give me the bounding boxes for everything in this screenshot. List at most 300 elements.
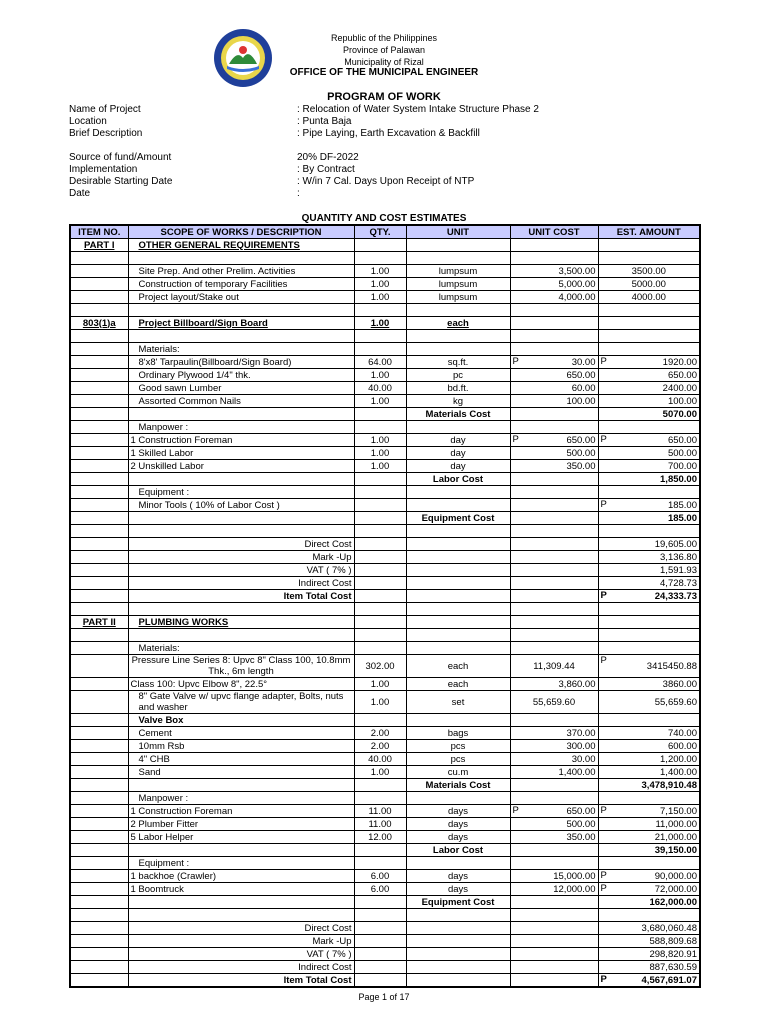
table-row <box>70 382 700 395</box>
amount-cell <box>598 935 700 948</box>
table-row <box>70 538 700 551</box>
unit-cost-cell <box>510 304 598 317</box>
table-row <box>70 356 700 369</box>
qty-cell <box>354 896 406 909</box>
table-row <box>70 577 700 590</box>
qty-cell: 1.00 <box>354 691 406 714</box>
amount-cell <box>598 629 700 642</box>
amount-cell <box>598 356 700 369</box>
table-row <box>70 564 700 577</box>
description-cell: Indirect Cost <box>128 577 354 590</box>
amount-value: 650.00 <box>667 369 697 381</box>
unit-cost-value: 350.00 <box>566 460 596 472</box>
item-no-cell <box>70 590 128 603</box>
amount-cell <box>598 948 700 961</box>
table-row <box>70 779 700 792</box>
description-cell: Direct Cost <box>128 922 354 935</box>
unit-cell: pcs <box>406 753 510 766</box>
amount-cell <box>598 870 700 883</box>
description-cell: Item Total Cost <box>128 590 354 603</box>
qty-cell <box>354 857 406 870</box>
description-cell: Minor Tools ( 10% of Labor Cost ) <box>128 499 354 512</box>
unit-cost-value: 55,659.60 <box>532 696 576 708</box>
item-no-cell <box>70 678 128 691</box>
amount-cell <box>598 714 700 727</box>
table-row <box>70 616 700 629</box>
municipality-line: Municipality of Rizal <box>344 57 424 67</box>
unit-cell <box>406 922 510 935</box>
description-cell: Mark -Up <box>128 551 354 564</box>
unit-cell <box>406 616 510 629</box>
unit-cell: days <box>406 818 510 831</box>
amount-cell <box>598 642 700 655</box>
unit-cost-cell <box>510 525 598 538</box>
table-row <box>70 844 700 857</box>
qty-cell <box>354 486 406 499</box>
description-cell: Equipment : <box>128 486 354 499</box>
amount-value: 588,809.68 <box>649 935 697 947</box>
table-row <box>70 603 700 616</box>
info-value: : By Contract <box>297 164 355 175</box>
description-cell <box>128 844 354 857</box>
info-row <box>69 128 539 140</box>
unit-cost-cell <box>510 434 598 447</box>
unit-cost-cell <box>510 239 598 252</box>
section-title: QUANTITY AND COST ESTIMATES <box>301 213 467 224</box>
info-row <box>69 188 539 200</box>
unit-cost-cell <box>510 278 598 291</box>
unit-cell <box>406 486 510 499</box>
info-row <box>69 164 539 176</box>
unit-cost-cell <box>510 473 598 486</box>
item-no-cell <box>70 896 128 909</box>
qty-cell <box>354 473 406 486</box>
amount-cell <box>598 753 700 766</box>
qty-cell: 1.00 <box>354 278 406 291</box>
item-no-cell: PART I <box>70 239 128 252</box>
unit-cost-cell <box>510 551 598 564</box>
unit-cell <box>406 330 510 343</box>
description-cell: 4" CHB <box>128 753 354 766</box>
table-row <box>70 525 700 538</box>
peso-sign: P <box>512 805 519 816</box>
description-cell: 10mm Rsb <box>128 740 354 753</box>
info-row <box>69 104 539 116</box>
item-no-cell <box>70 421 128 434</box>
qty-cell: 2.00 <box>354 727 406 740</box>
unit-cost-cell <box>510 727 598 740</box>
qty-cell <box>354 603 406 616</box>
amount-value: 39,150.00 <box>654 844 697 856</box>
table-row <box>70 753 700 766</box>
item-no-cell <box>70 805 128 818</box>
unit-cell <box>406 343 510 356</box>
project-info <box>69 104 539 200</box>
unit-cost-cell <box>510 512 598 525</box>
table-row <box>70 727 700 740</box>
amount-value: 5000.00 <box>631 278 666 290</box>
unit-cell: Materials Cost <box>406 408 510 421</box>
table-row <box>70 499 700 512</box>
amount-value: 700.00 <box>667 460 697 472</box>
amount-cell <box>598 857 700 870</box>
amount-cell <box>598 447 700 460</box>
peso-sign: P <box>600 883 607 894</box>
table-row <box>70 590 700 603</box>
unit-cost-cell <box>510 252 598 265</box>
amount-cell <box>598 291 700 304</box>
table-row <box>70 369 700 382</box>
unit-cell: each <box>406 655 510 678</box>
qty-cell: 11.00 <box>354 805 406 818</box>
unit-cell <box>406 564 510 577</box>
description-cell <box>128 909 354 922</box>
unit-cost-value: 350.00 <box>566 831 596 843</box>
table-row <box>70 447 700 460</box>
description-cell <box>128 603 354 616</box>
amount-cell <box>598 239 700 252</box>
unit-cell: lumpsum <box>406 278 510 291</box>
unit-cell <box>406 304 510 317</box>
unit-cell <box>406 629 510 642</box>
description-cell: Class 100: Upvc Elbow 8", 22.5° <box>128 678 354 691</box>
unit-cost-cell <box>510 447 598 460</box>
table-row <box>70 239 700 252</box>
info-row <box>69 176 539 188</box>
unit-cell <box>406 603 510 616</box>
description-cell: Direct Cost <box>128 538 354 551</box>
unit-cost-cell <box>510 330 598 343</box>
qty-cell <box>354 948 406 961</box>
cost-estimate-table <box>69 224 701 988</box>
table-row <box>70 395 700 408</box>
info-value: : Pipe Laying, Earth Excavation & Backfill <box>297 128 480 139</box>
table-row <box>70 909 700 922</box>
unit-cell: day <box>406 434 510 447</box>
qty-cell <box>354 538 406 551</box>
qty-cell: 40.00 <box>354 382 406 395</box>
peso-sign: P <box>512 434 519 445</box>
table-row <box>70 252 700 265</box>
amount-value: 650.00 <box>667 434 697 446</box>
amount-value: 19,605.00 <box>654 538 697 550</box>
description-cell: Manpower : <box>128 421 354 434</box>
item-no-cell <box>70 278 128 291</box>
amount-cell <box>598 844 700 857</box>
table-row <box>70 857 700 870</box>
unit-cell <box>406 857 510 870</box>
table-row <box>70 831 700 844</box>
unit-cell <box>406 590 510 603</box>
amount-value: 3,478,910.48 <box>641 779 697 791</box>
description-cell: 1 Construction Foreman <box>128 805 354 818</box>
table-row <box>70 421 700 434</box>
qty-cell <box>354 512 406 525</box>
item-no-cell <box>70 252 128 265</box>
item-no-cell <box>70 961 128 974</box>
description-cell: 2 Plumber Fitter <box>128 818 354 831</box>
unit-cost-cell <box>510 616 598 629</box>
description-cell: Equipment : <box>128 857 354 870</box>
item-no-cell <box>70 356 128 369</box>
unit-cost-cell <box>510 974 598 988</box>
unit-cell: days <box>406 805 510 818</box>
unit-cost-cell <box>510 590 598 603</box>
amount-cell <box>598 779 700 792</box>
unit-cost-cell <box>510 369 598 382</box>
item-no-cell <box>70 265 128 278</box>
item-no-cell <box>70 343 128 356</box>
unit-cost-cell <box>510 870 598 883</box>
unit-cost-cell <box>510 629 598 642</box>
unit-cell <box>406 714 510 727</box>
qty-cell <box>354 564 406 577</box>
unit-cost-cell <box>510 753 598 766</box>
qty-cell: 64.00 <box>354 356 406 369</box>
amount-cell <box>598 577 700 590</box>
unit-cost-value: 60.00 <box>571 382 596 394</box>
table-row <box>70 691 700 714</box>
description-cell <box>128 304 354 317</box>
col-header-qty: QTY. <box>354 225 406 239</box>
unit-cost-cell <box>510 896 598 909</box>
qty-cell: 1.00 <box>354 369 406 382</box>
table-row <box>70 291 700 304</box>
table-row <box>70 434 700 447</box>
document-title: PROGRAM OF WORK <box>327 91 441 103</box>
unit-cost-cell <box>510 691 598 714</box>
amount-cell <box>598 818 700 831</box>
item-no-cell <box>70 369 128 382</box>
unit-cost-cell <box>510 818 598 831</box>
table-row <box>70 304 700 317</box>
qty-cell <box>354 974 406 988</box>
peso-sign: P <box>600 870 607 881</box>
unit-cost-cell <box>510 909 598 922</box>
description-cell: VAT ( 7% ) <box>128 564 354 577</box>
amount-value: 24,333.73 <box>654 590 697 602</box>
description-cell: Materials: <box>128 343 354 356</box>
amount-value: 100.00 <box>667 395 697 407</box>
unit-cell: Labor Cost <box>406 473 510 486</box>
item-no-cell <box>70 779 128 792</box>
item-no-cell <box>70 727 128 740</box>
item-no-cell <box>70 577 128 590</box>
unit-cost-value: 650.00 <box>566 369 596 381</box>
info-value: : <box>297 188 300 199</box>
amount-cell <box>598 691 700 714</box>
info-label: Implementation <box>69 164 138 175</box>
item-no-cell <box>70 857 128 870</box>
description-cell: Cement <box>128 727 354 740</box>
amount-cell <box>598 421 700 434</box>
amount-cell <box>598 974 700 988</box>
description-cell: OTHER GENERAL REQUIREMENTS <box>128 239 354 252</box>
amount-cell <box>598 265 700 278</box>
qty-cell: 1.00 <box>354 265 406 278</box>
info-label: Name of Project <box>69 104 141 115</box>
qty-cell <box>354 525 406 538</box>
unit-cell: days <box>406 870 510 883</box>
province-line: Province of Palawan <box>342 45 426 55</box>
col-header-description: SCOPE OF WORKS / DESCRIPTION <box>128 225 354 239</box>
info-label: Location <box>69 116 107 127</box>
amount-cell <box>598 766 700 779</box>
amount-cell <box>598 740 700 753</box>
amount-cell <box>598 330 700 343</box>
table-row <box>70 473 700 486</box>
unit-cost-value: 500.00 <box>566 818 596 830</box>
table-row <box>70 961 700 974</box>
item-no-cell <box>70 564 128 577</box>
item-no-cell <box>70 753 128 766</box>
description-cell: Indirect Cost <box>128 961 354 974</box>
unit-cell: day <box>406 447 510 460</box>
item-no-cell <box>70 655 128 678</box>
description-cell: 2 Unskilled Labor <box>128 460 354 473</box>
unit-cell <box>406 642 510 655</box>
amount-value: 90,000.00 <box>654 870 697 882</box>
description-cell: Assorted Common Nails <box>128 395 354 408</box>
unit-cell: pc <box>406 369 510 382</box>
amount-value: 5070.00 <box>662 408 697 420</box>
description-cell <box>128 473 354 486</box>
table-row <box>70 805 700 818</box>
item-no-cell <box>70 792 128 805</box>
unit-cell: Equipment Cost <box>406 896 510 909</box>
amount-cell <box>598 922 700 935</box>
qty-cell: 302.00 <box>354 655 406 678</box>
description-cell: PLUMBING WORKS <box>128 616 354 629</box>
peso-sign: P <box>600 499 607 510</box>
qty-cell: 2.00 <box>354 740 406 753</box>
unit-cost-cell <box>510 395 598 408</box>
qty-cell: 1.00 <box>354 317 406 330</box>
unit-cost-cell <box>510 714 598 727</box>
item-no-cell <box>70 525 128 538</box>
amount-value: 1,200.00 <box>660 753 697 765</box>
unit-cell: cu.m <box>406 766 510 779</box>
amount-cell <box>598 896 700 909</box>
qty-cell <box>354 343 406 356</box>
peso-sign: P <box>600 356 607 367</box>
unit-cell <box>406 909 510 922</box>
amount-value: 887,630.59 <box>649 961 697 973</box>
unit-cell: lumpsum <box>406 291 510 304</box>
peso-sign: P <box>600 590 607 601</box>
unit-cell: bd.ft. <box>406 382 510 395</box>
table-row <box>70 278 700 291</box>
unit-cell <box>406 792 510 805</box>
amount-value: 4000.00 <box>631 291 666 303</box>
unit-cost-value: 370.00 <box>566 727 596 739</box>
info-value: 20% DF-2022 <box>297 152 359 163</box>
qty-cell <box>354 961 406 974</box>
amount-value: 185.00 <box>667 499 697 511</box>
peso-sign: P <box>600 974 607 985</box>
amount-value: 2400.00 <box>662 382 697 394</box>
unit-cost-cell <box>510 779 598 792</box>
item-no-cell <box>70 395 128 408</box>
unit-cell: Materials Cost <box>406 779 510 792</box>
description-cell: Sand <box>128 766 354 779</box>
amount-value: 72,000.00 <box>654 883 697 895</box>
amount-cell <box>598 278 700 291</box>
description-cell: 8" Gate Valve w/ upvc flange adapter, Bolts, nuts and washer <box>128 691 354 714</box>
amount-value: 1,400.00 <box>660 766 697 778</box>
unit-cost-cell <box>510 831 598 844</box>
item-no-cell <box>70 870 128 883</box>
unit-cost-cell <box>510 408 598 421</box>
amount-value: 298,820.91 <box>649 948 697 960</box>
unit-cell <box>406 538 510 551</box>
item-no-cell: PART II <box>70 616 128 629</box>
amount-value: 21,000.00 <box>654 831 697 843</box>
description-cell: Mark -Up <box>128 935 354 948</box>
unit-cost-value: 4,000.00 <box>558 291 596 303</box>
item-no-cell <box>70 382 128 395</box>
table-row <box>70 740 700 753</box>
description-cell <box>128 629 354 642</box>
unit-cost-cell <box>510 740 598 753</box>
item-no-cell <box>70 304 128 317</box>
description-cell <box>128 779 354 792</box>
item-no-cell: 803(1)a <box>70 317 128 330</box>
table-row <box>70 655 700 678</box>
amount-cell <box>598 525 700 538</box>
item-no-cell <box>70 740 128 753</box>
table-row <box>70 883 700 896</box>
amount-cell <box>598 317 700 330</box>
unit-cell: each <box>406 678 510 691</box>
unit-cell: days <box>406 883 510 896</box>
amount-value: 600.00 <box>667 740 697 752</box>
col-header-item: ITEM NO. <box>70 225 128 239</box>
amount-cell <box>598 831 700 844</box>
description-cell: Materials: <box>128 642 354 655</box>
unit-cost-cell <box>510 382 598 395</box>
table-row <box>70 818 700 831</box>
item-no-cell <box>70 642 128 655</box>
qty-cell <box>354 616 406 629</box>
item-no-cell <box>70 434 128 447</box>
unit-cost-value: 15,000.00 <box>553 870 596 882</box>
amount-cell <box>598 499 700 512</box>
table-row <box>70 896 700 909</box>
description-cell: 8'x8' Tarpaulin(Billboard/Sign Board) <box>128 356 354 369</box>
amount-cell <box>598 551 700 564</box>
unit-cell <box>406 961 510 974</box>
amount-cell <box>598 564 700 577</box>
unit-cost-cell <box>510 655 598 678</box>
peso-sign: P <box>512 356 519 367</box>
amount-cell <box>598 473 700 486</box>
amount-cell <box>598 538 700 551</box>
unit-cell <box>406 948 510 961</box>
unit-cost-cell <box>510 421 598 434</box>
amount-value: 3415450.88 <box>646 660 697 672</box>
unit-cost-value: 1,400.00 <box>558 766 596 778</box>
qty-cell <box>354 792 406 805</box>
unit-cost-cell <box>510 291 598 304</box>
item-no-cell <box>70 473 128 486</box>
info-value: : W/in 7 Cal. Days Upon Receipt of NTP <box>297 176 475 187</box>
qty-cell <box>354 551 406 564</box>
description-cell: Project Billboard/Sign Board <box>128 317 354 330</box>
amount-cell <box>598 590 700 603</box>
amount-cell <box>598 395 700 408</box>
description-cell: Good sawn Lumber <box>128 382 354 395</box>
